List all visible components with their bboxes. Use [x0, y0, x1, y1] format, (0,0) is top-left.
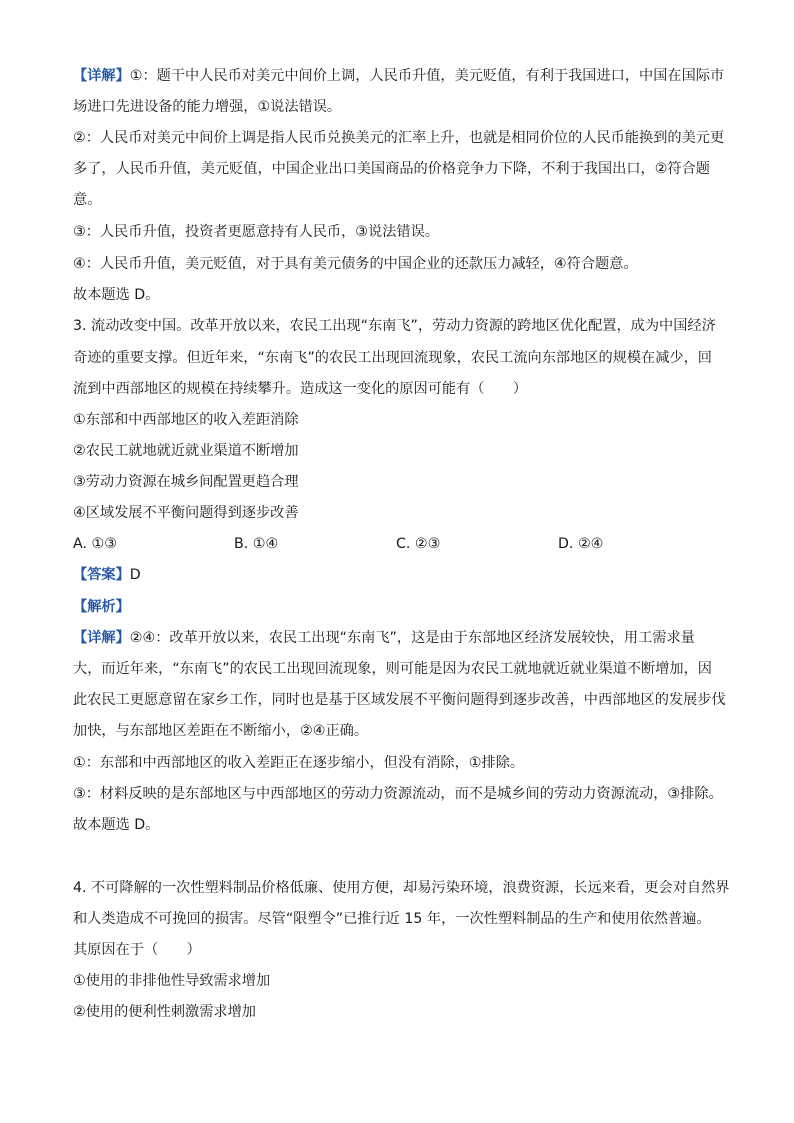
- detail-line-4: 多了，人民币升值，美元贬值，中国企业出口美国商品的价格竞争力下降，不利于我国出口，②符合题: [73, 161, 710, 177]
- q4-statement-2: ②使用的便利性刺激需求增加: [73, 1004, 256, 1020]
- q4-statement-1: ①使用的非排他性导致需求增加: [73, 973, 271, 989]
- q3-statement-3: ③劳动力资源在城乡间配置更趋合理: [73, 474, 299, 490]
- conclusion-line: 故本题选 D。: [73, 287, 160, 303]
- q3-detail-line-6: ③：材料反映的是东部地区与中西部地区的劳动力资源流动，而不是城乡间的劳动力资源流动，③排除。: [73, 786, 723, 802]
- answer-line: [73, 565, 141, 585]
- detail-line-2: 场进口先进设备的能力增强，①说法错误。: [73, 99, 342, 115]
- detail-line-7: ④：人民币升值，美元贬值，对于具有美元债务的中国企业的还款压力减轻，④符合题意。: [73, 256, 638, 272]
- question-3-line-2: 奇迹的重要支撑。但近年来，“东南飞”的农民工出现回流现象，农民工流向东部地区的规模在减少，回: [73, 350, 712, 366]
- question-3-line-1: 3. 流动改变中国。改革开放以来，农民工出现“东南飞”，劳动力资源的跨地区优化配置，成为中国经济: [73, 318, 716, 334]
- q3-detail-line-2: 大，而近年来，“东南飞”的农民工出现回流现象，则可能是因为农民工就地就近就业渠道不断增加，因: [73, 661, 712, 677]
- q3-detail-line-4: 加快，与东部地区差距在不断缩小，②④正确。: [73, 723, 369, 739]
- q3-detail-line-5: ①：东部和中西部地区的收入差距正在逐步缩小，但没有消除，①排除。: [73, 755, 525, 771]
- q3-statement-1: ①东部和中西部地区的收入差距消除: [73, 412, 299, 428]
- q3-detail-line-3: 此农民工更愿意留在家乡工作，同时也是基于区域发展不平衡问题得到逐步改善，中西部地区的发展步伐: [73, 692, 726, 708]
- q3-statement-4: ④区域发展不平衡问题得到逐步改善: [73, 505, 299, 521]
- q3-option-a: A. ①③: [73, 536, 117, 552]
- answer-value: D: [129, 567, 141, 583]
- q3-detail-tag: 【详解】: [73, 630, 130, 646]
- detail-line-5: 意。: [73, 192, 102, 208]
- analysis-line: [73, 597, 130, 617]
- detail-line-3: ②：人民币对美元中间价上调是指人民币兑换美元的汇率上升，也就是相同价位的人民币能换到的美元更: [73, 130, 725, 146]
- detail-line-6: ③：人民币升值，投资者更愿意持有人民币，③说法错误。: [73, 224, 439, 240]
- question-4-line-3: 其原因在于（ ）: [73, 942, 201, 958]
- analysis-tag: 【解析】: [73, 599, 130, 615]
- q3-option-d: D. ②④: [558, 536, 604, 552]
- q3-statement-2: ②农民工就地就近就业渠道不断增加: [73, 443, 299, 459]
- question-3-line-3: 流到中西部地区的规模在持续攀升。造成这一变化的原因可能有（ ）: [73, 381, 528, 397]
- q3-option-c: C. ②③: [396, 536, 441, 552]
- q3-conclusion-line: 故本题选 D。: [73, 817, 160, 833]
- q3-option-b: B. ①④: [234, 536, 279, 552]
- question-4-line-2: 和人类造成不可挽回的损害。尽管“限塑令”已推行近 15 年，一次性塑料制品的生产和使用依然普遍。: [73, 911, 711, 927]
- question-4-line-1: 4. 不可降解的一次性塑料制品价格低廉、使用方便，却易污染环境，浪费资源，长远来看，更会对自然界: [73, 880, 730, 896]
- answer-tag: 【答案】: [73, 567, 130, 583]
- detail-tag: 【详解】: [73, 68, 130, 84]
- detail-line-1: 【详解】①：题干中人民币对美元中间价上调，人民币升值，美元贬值，有利于我国进口，中国在国际市: [73, 68, 725, 84]
- q3-detail-line-1: 【详解】②④：改革开放以来，农民工出现“东南飞”，这是由于东部地区经济发展较快，用工需求量: [73, 630, 695, 646]
